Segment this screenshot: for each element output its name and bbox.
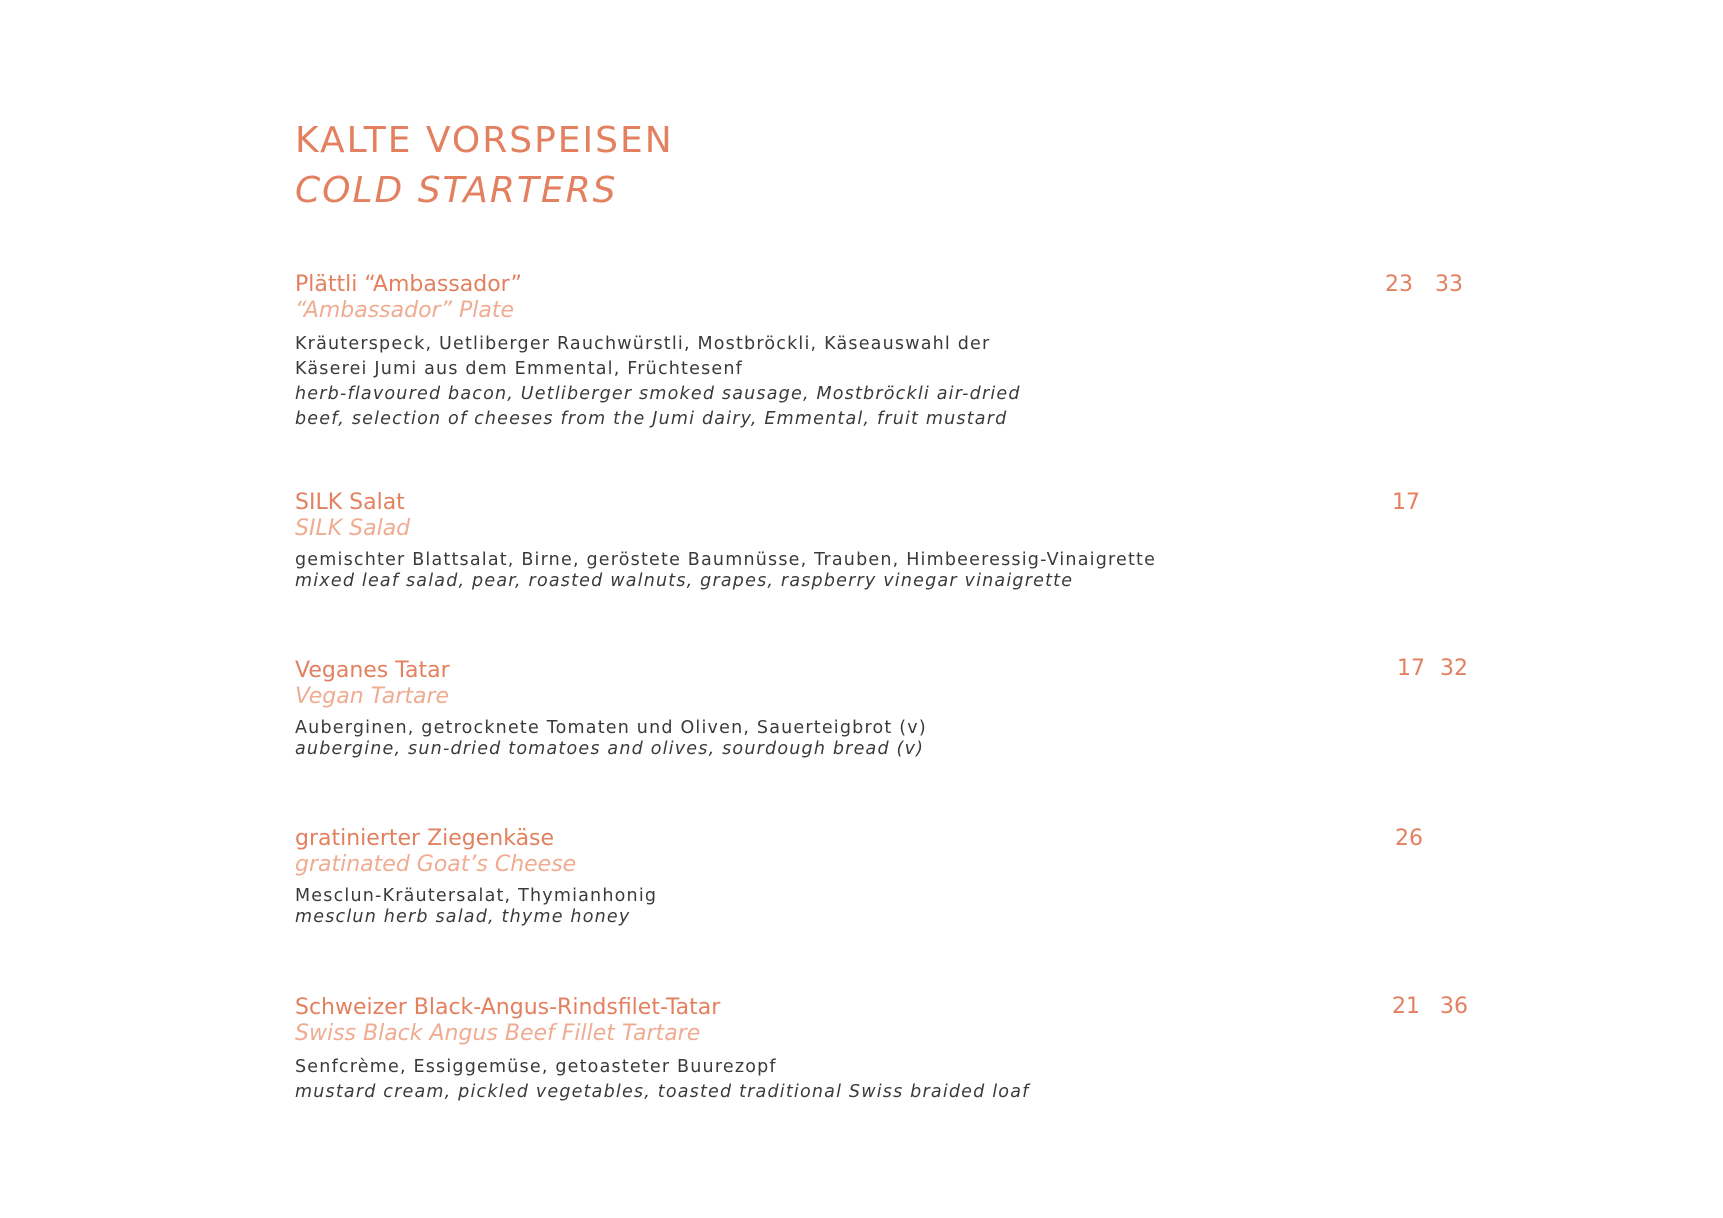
item-name-english: Swiss Black Angus Beef Fillet Tartare [295, 1021, 701, 1046]
menu-item-vegan-tartare [295, 658, 1475, 760]
item-name-german: Veganes Tatar [295, 658, 450, 683]
menu-item-beef-tartare [295, 995, 1475, 1105]
item-description-english: mesclun herb salad, thyme honey [295, 907, 631, 927]
item-description-english-line: herb-flavoured bacon, Uetliberger smoked sausage, Mostbröckli air-dried [295, 384, 1021, 404]
item-description-english: mustard cream, pickled vegetables, toasted traditional Swiss braided loaf [295, 1082, 1030, 1102]
item-name-english: “Ambassador” Plate [295, 298, 515, 323]
menu-item-silk-salad [295, 490, 1475, 592]
item-description-german: Auberginen, getrocknete Tomaten und Oliven, Sauerteigbrot (v) [295, 718, 927, 738]
item-price-small: 21 [1392, 994, 1420, 1019]
menu-item-goats-cheese [295, 826, 1475, 928]
item-price-large: 33 [1435, 272, 1463, 297]
item-price: 26 [1395, 826, 1423, 851]
item-description-german: gemischter Blattsalat, Birne, geröstete Baumnüsse, Trauben, Himbeeressig-Vinaigrette [295, 550, 1157, 570]
item-name-english: gratinated Goat’s Cheese [295, 852, 577, 877]
item-name-german: gratinierter Ziegenkäse [295, 826, 555, 851]
section-title-english: COLD STARTERS [295, 170, 618, 211]
item-name-german: Plättli “Ambassador” [295, 272, 523, 297]
item-description-english [295, 382, 1475, 432]
section-title-german: KALTE VORSPEISEN [295, 120, 674, 161]
item-description-english-line: beef, selection of cheeses from the Jumi dairy, Emmental, fruit mustard [295, 409, 1008, 429]
item-price-large: 36 [1440, 994, 1468, 1019]
item-name-german: SILK Salat [295, 490, 405, 515]
item-name-english: SILK Salad [295, 516, 411, 541]
item-price-small: 17 [1397, 656, 1425, 681]
item-name-english: Vegan Tartare [295, 684, 450, 709]
item-description-german: Senfcrème, Essiggemüse, getoasteter Buurezopf [295, 1057, 777, 1077]
item-description-english: mixed leaf salad, pear, roasted walnuts, grapes, raspberry vinegar vinaigrette [295, 571, 1074, 591]
item-description-german-line: Käserei Jumi aus dem Emmental, Früchtesenf [295, 359, 744, 379]
item-price-small: 23 [1385, 272, 1413, 297]
item-description-german-line: Kräuterspeck, Uetliberger Rauchwürstli, Mostbröckli, Käseauswahl der [295, 334, 991, 354]
item-price: 17 [1392, 490, 1420, 515]
item-description-german [295, 332, 1475, 382]
item-description-english: aubergine, sun-dried tomatoes and olives, sourdough bread (v) [295, 739, 925, 759]
item-price-large: 32 [1440, 656, 1468, 681]
item-description-german: Mesclun-Kräutersalat, Thymianhonig [295, 886, 658, 906]
menu-item-ambassador [295, 272, 1475, 432]
item-name-german: Schweizer Black-Angus-Rindsfilet-Tatar [295, 995, 721, 1020]
